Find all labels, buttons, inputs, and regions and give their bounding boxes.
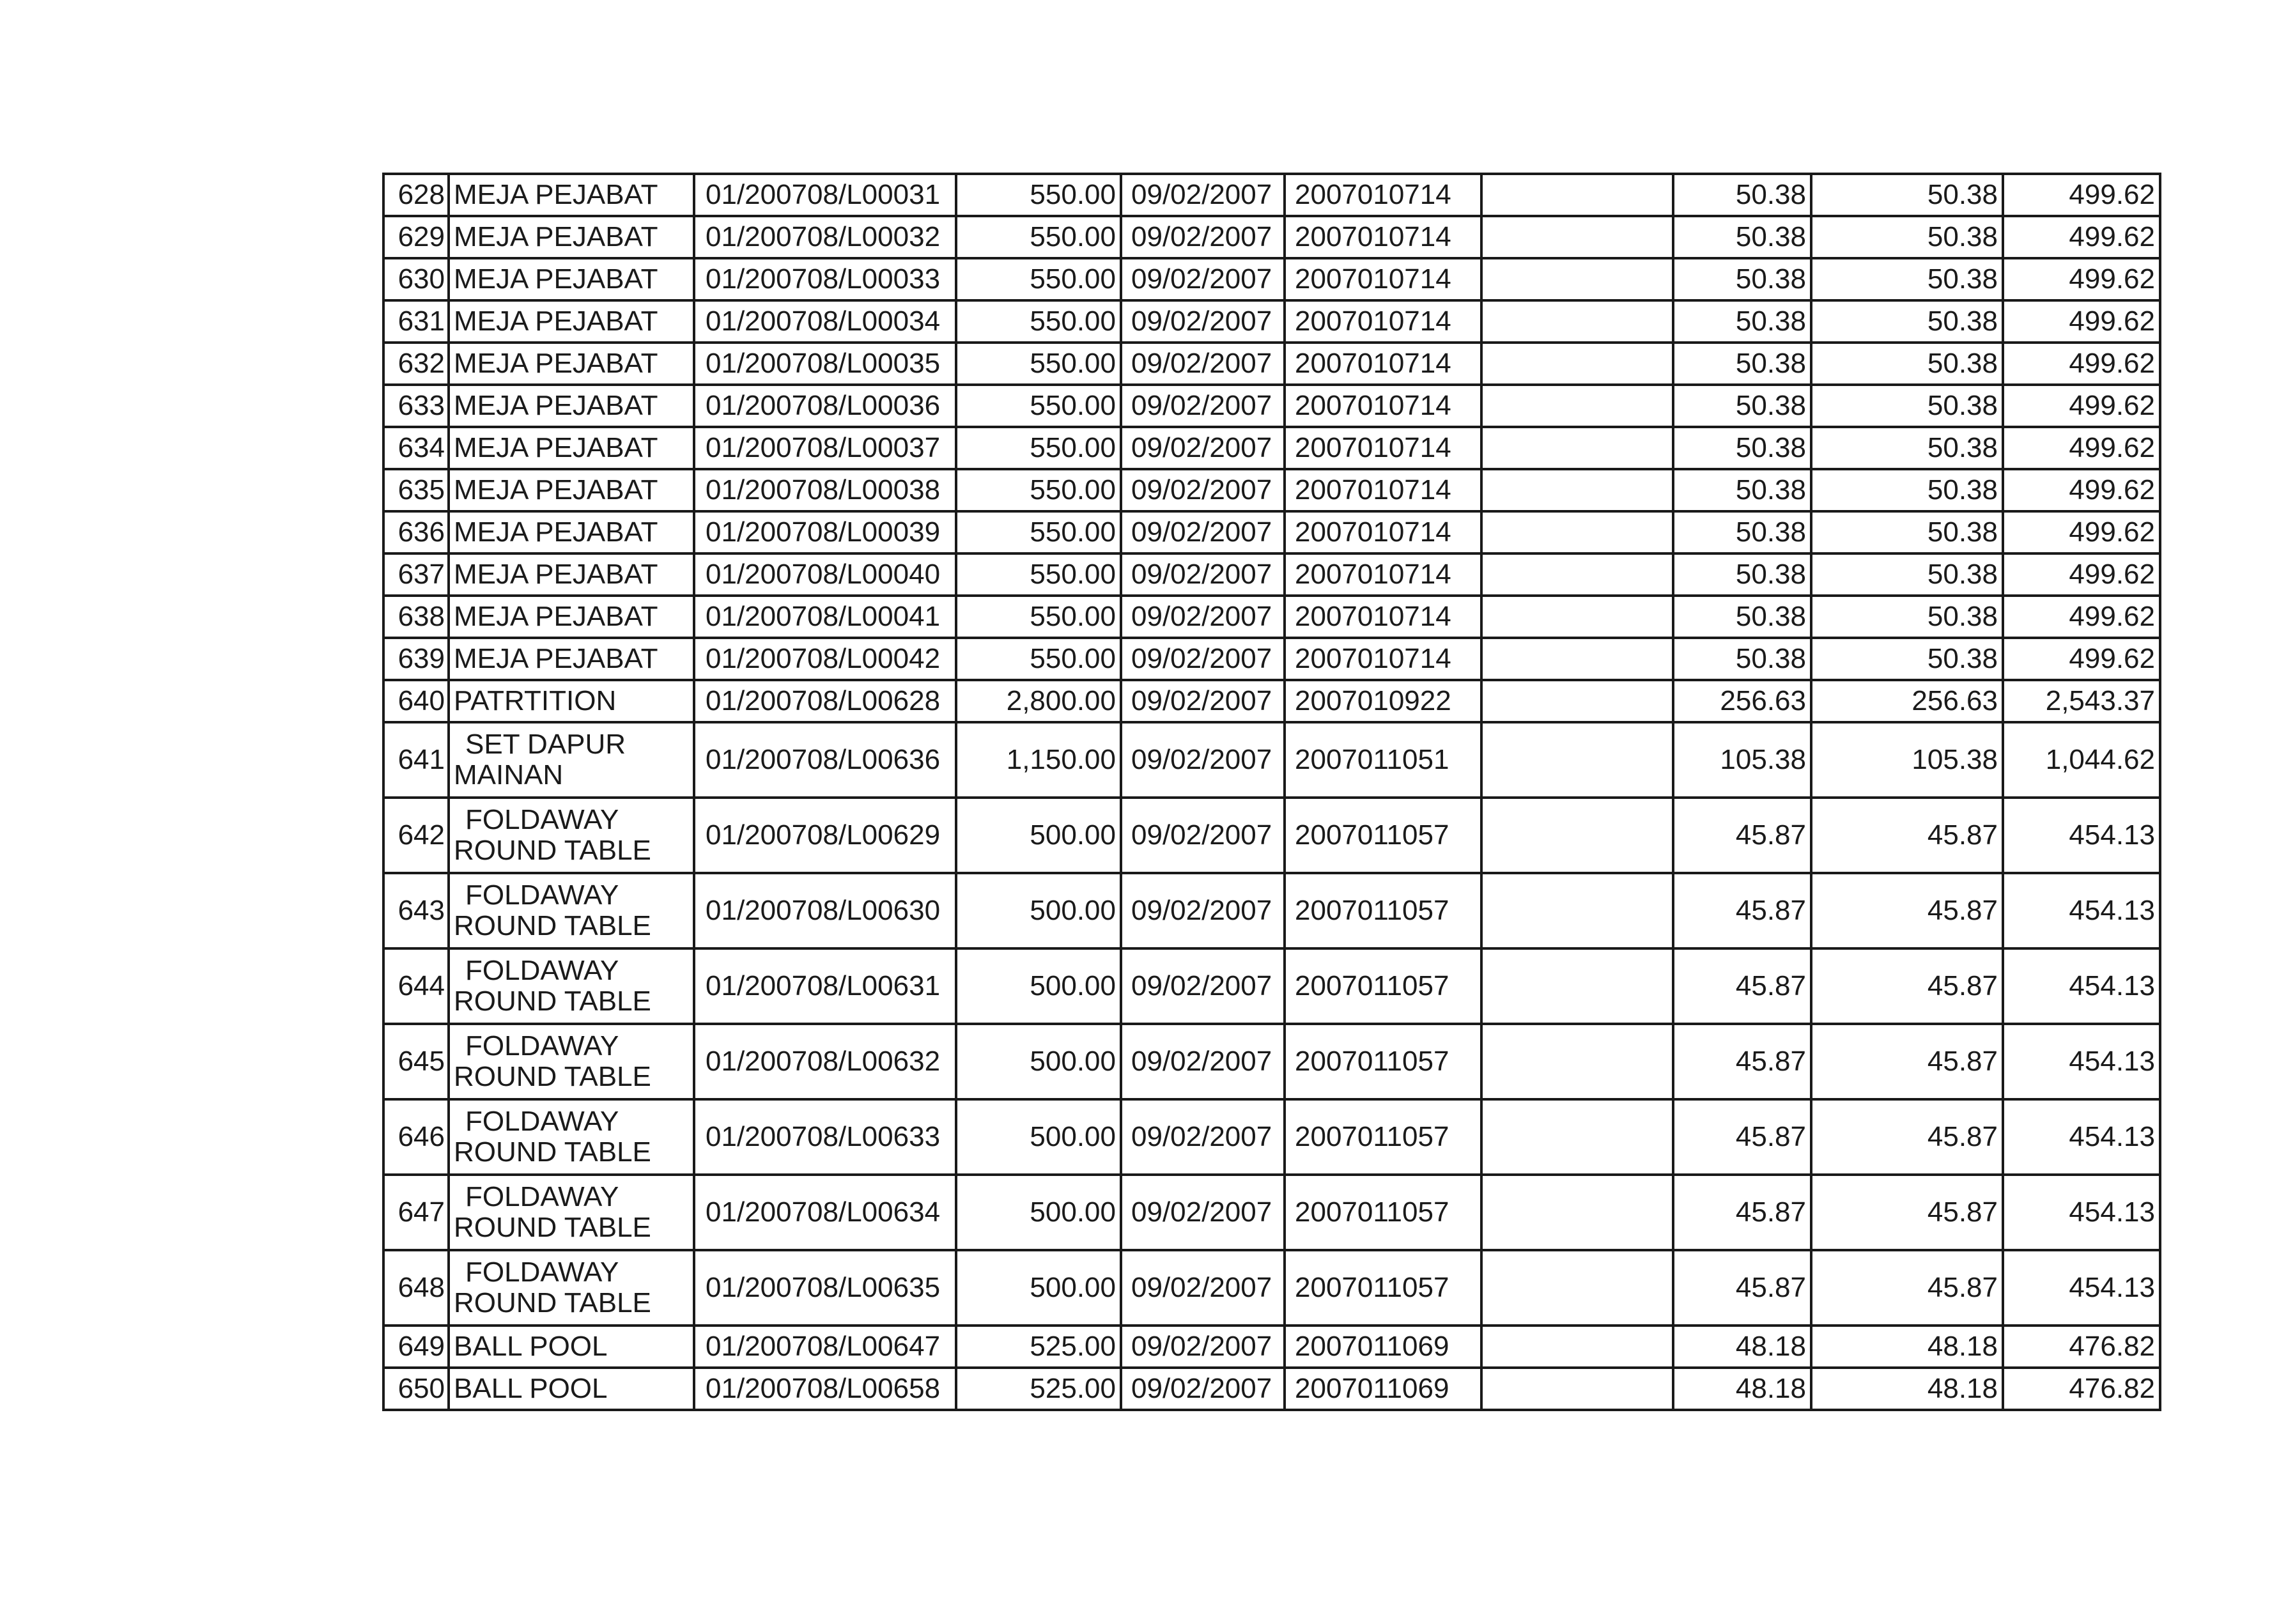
description-line: MEJA PEJABAT [454,474,658,506]
value1-cell: 45.87 [1673,1175,1811,1250]
code-cell: 2007011057 [1285,1099,1481,1175]
item-number-cell: 650 [383,1368,449,1410]
table-row [383,174,2160,216]
amount-cell: 550.00 [956,343,1121,385]
table-row [383,1099,2160,1175]
reference-cell: 01/200708/L00032 [694,216,956,258]
code-cell: 2007011057 [1285,1175,1481,1250]
value1-cell: 50.38 [1673,174,1811,216]
value1-cell: 50.38 [1673,553,1811,596]
item-number-cell: 648 [383,1250,449,1326]
date-cell: 09/02/2007 [1121,427,1285,469]
item-number-cell: 642 [383,798,449,873]
reference-cell: 01/200708/L00631 [694,948,956,1024]
value2-cell: 50.38 [1811,469,2003,511]
table-row [383,216,2160,258]
value1-cell: 45.87 [1673,1024,1811,1099]
date-cell: 09/02/2007 [1121,1250,1285,1326]
value3-cell: 499.62 [2003,216,2160,258]
description-line: BALL POOL [454,1330,608,1362]
date-cell: 09/02/2007 [1121,343,1285,385]
value3-cell: 454.13 [2003,1250,2160,1326]
value2-cell: 105.38 [1811,722,2003,798]
item-number-cell: 636 [383,511,449,553]
description-line: MEJA PEJABAT [454,516,658,548]
value2-cell: 48.18 [1811,1326,2003,1368]
blank-cell [1481,174,1673,216]
date-cell: 09/02/2007 [1121,511,1285,553]
table-body [383,174,2160,1410]
value2-cell: 50.38 [1811,216,2003,258]
date-cell: 09/02/2007 [1121,680,1285,722]
code-cell: 2007010714 [1285,300,1481,343]
code-cell: 2007010714 [1285,511,1481,553]
description-line: FOLDAWAY [465,879,619,911]
value1-cell: 105.38 [1673,722,1811,798]
value3-cell: 454.13 [2003,1024,2160,1099]
item-number-cell: 643 [383,873,449,948]
table-row [383,873,2160,948]
item-number-cell: 639 [383,638,449,680]
value2-cell: 50.38 [1811,300,2003,343]
blank-cell [1481,258,1673,300]
table-row [383,258,2160,300]
table-row [383,553,2160,596]
description-line: MEJA PEJABAT [454,558,658,590]
value3-cell: 499.62 [2003,511,2160,553]
description-line: BALL POOL [454,1372,608,1404]
date-cell: 09/02/2007 [1121,553,1285,596]
blank-cell [1481,873,1673,948]
date-cell: 09/02/2007 [1121,174,1285,216]
description-line: ROUND TABLE [454,1136,651,1168]
value1-cell: 48.18 [1673,1368,1811,1410]
table-row [383,469,2160,511]
value1-cell: 45.87 [1673,798,1811,873]
reference-cell: 01/200708/L00041 [694,596,956,638]
description-line: ROUND TABLE [454,910,651,941]
value1-cell: 50.38 [1673,385,1811,427]
item-number-cell: 640 [383,680,449,722]
value2-cell: 256.63 [1811,680,2003,722]
code-cell: 2007011051 [1285,722,1481,798]
amount-cell: 500.00 [956,1024,1121,1099]
description-cell [449,553,694,596]
code-cell: 2007010922 [1285,680,1481,722]
value1-cell: 50.38 [1673,638,1811,680]
blank-cell [1481,596,1673,638]
value2-cell: 45.87 [1811,1250,2003,1326]
table-row [383,511,2160,553]
amount-cell: 550.00 [956,174,1121,216]
code-cell: 2007010714 [1285,469,1481,511]
amount-cell: 550.00 [956,469,1121,511]
item-number-cell: 634 [383,427,449,469]
table-row [383,300,2160,343]
value1-cell: 50.38 [1673,469,1811,511]
description-cell [449,511,694,553]
value3-cell: 454.13 [2003,1175,2160,1250]
asset-table [382,173,2161,1411]
date-cell: 09/02/2007 [1121,469,1285,511]
table-row [383,722,2160,798]
value2-cell: 45.87 [1811,1175,2003,1250]
code-cell: 2007011057 [1285,873,1481,948]
description-line: SET DAPUR [465,728,626,760]
value2-cell: 45.87 [1811,948,2003,1024]
amount-cell: 2,800.00 [956,680,1121,722]
date-cell: 09/02/2007 [1121,722,1285,798]
amount-cell: 550.00 [956,300,1121,343]
date-cell: 09/02/2007 [1121,1326,1285,1368]
date-cell: 09/02/2007 [1121,1175,1285,1250]
blank-cell [1481,216,1673,258]
table-row [383,1250,2160,1326]
blank-cell [1481,638,1673,680]
value3-cell: 499.62 [2003,638,2160,680]
reference-cell: 01/200708/L00630 [694,873,956,948]
value2-cell: 45.87 [1811,798,2003,873]
table-row [383,948,2160,1024]
code-cell: 2007010714 [1285,174,1481,216]
value3-cell: 499.62 [2003,469,2160,511]
date-cell: 09/02/2007 [1121,1024,1285,1099]
amount-cell: 550.00 [956,553,1121,596]
description-line: MEJA PEJABAT [454,642,658,674]
code-cell: 2007011057 [1285,1250,1481,1326]
description-cell [449,1175,694,1250]
blank-cell [1481,1368,1673,1410]
item-number-cell: 632 [383,343,449,385]
description-cell [449,174,694,216]
amount-cell: 550.00 [956,427,1121,469]
value3-cell: 454.13 [2003,798,2160,873]
item-number-cell: 628 [383,174,449,216]
description-cell [449,300,694,343]
table-row [383,1024,2160,1099]
table-row [383,1326,2160,1368]
value1-cell: 48.18 [1673,1326,1811,1368]
description-line: FOLDAWAY [465,1105,619,1137]
amount-cell: 525.00 [956,1326,1121,1368]
description-line: MEJA PEJABAT [454,600,658,632]
description-cell [449,722,694,798]
value3-cell: 2,543.37 [2003,680,2160,722]
value3-cell: 1,044.62 [2003,722,2160,798]
reference-cell: 01/200708/L00034 [694,300,956,343]
value1-cell: 45.87 [1673,873,1811,948]
item-number-cell: 645 [383,1024,449,1099]
value2-cell: 50.38 [1811,638,2003,680]
table-row [383,596,2160,638]
description-line: ROUND TABLE [454,1212,651,1243]
description-cell [449,216,694,258]
description-cell [449,1024,694,1099]
item-number-cell: 633 [383,385,449,427]
reference-cell: 01/200708/L00632 [694,1024,956,1099]
item-number-cell: 638 [383,596,449,638]
date-cell: 09/02/2007 [1121,300,1285,343]
reference-cell: 01/200708/L00628 [694,680,956,722]
value2-cell: 50.38 [1811,596,2003,638]
value2-cell: 50.38 [1811,174,2003,216]
reference-cell: 01/200708/L00635 [694,1250,956,1326]
amount-cell: 500.00 [956,798,1121,873]
blank-cell [1481,300,1673,343]
reference-cell: 01/200708/L00036 [694,385,956,427]
reference-cell: 01/200708/L00042 [694,638,956,680]
description-cell [449,258,694,300]
description-cell [449,469,694,511]
value1-cell: 50.38 [1673,300,1811,343]
date-cell: 09/02/2007 [1121,596,1285,638]
blank-cell [1481,1175,1673,1250]
amount-cell: 550.00 [956,638,1121,680]
value3-cell: 454.13 [2003,1099,2160,1175]
code-cell: 2007011057 [1285,798,1481,873]
table-row [383,1368,2160,1410]
code-cell: 2007010714 [1285,216,1481,258]
code-cell: 2007010714 [1285,385,1481,427]
description-line: FOLDAWAY [465,1256,619,1288]
table-row [383,1175,2160,1250]
description-cell [449,873,694,948]
reference-cell: 01/200708/L00647 [694,1326,956,1368]
value3-cell: 499.62 [2003,258,2160,300]
code-cell: 2007011069 [1285,1368,1481,1410]
amount-cell: 1,150.00 [956,722,1121,798]
value3-cell: 454.13 [2003,873,2160,948]
blank-cell [1481,1099,1673,1175]
item-number-cell: 647 [383,1175,449,1250]
value1-cell: 45.87 [1673,948,1811,1024]
reference-cell: 01/200708/L00629 [694,798,956,873]
reference-cell: 01/200708/L00636 [694,722,956,798]
value1-cell: 50.38 [1673,427,1811,469]
value1-cell: 45.87 [1673,1250,1811,1326]
description-cell [449,343,694,385]
amount-cell: 550.00 [956,385,1121,427]
table-row [383,385,2160,427]
description-line: ROUND TABLE [454,1287,651,1319]
value2-cell: 50.38 [1811,427,2003,469]
description-cell [449,1326,694,1368]
value3-cell: 499.62 [2003,300,2160,343]
blank-cell [1481,469,1673,511]
value3-cell: 476.82 [2003,1326,2160,1368]
date-cell: 09/02/2007 [1121,948,1285,1024]
code-cell: 2007010714 [1285,258,1481,300]
date-cell: 09/02/2007 [1121,798,1285,873]
value1-cell: 50.38 [1673,258,1811,300]
code-cell: 2007010714 [1285,343,1481,385]
code-cell: 2007010714 [1285,427,1481,469]
reference-cell: 01/200708/L00633 [694,1099,956,1175]
description-line: FOLDAWAY [465,1180,619,1212]
description-cell [449,385,694,427]
description-line: ROUND TABLE [454,986,651,1017]
description-line: FOLDAWAY [465,1030,619,1062]
amount-cell: 500.00 [956,948,1121,1024]
amount-cell: 550.00 [956,511,1121,553]
reference-cell: 01/200708/L00040 [694,553,956,596]
description-line: ROUND TABLE [454,835,651,866]
description-line: MEJA PEJABAT [454,178,658,210]
date-cell: 09/02/2007 [1121,873,1285,948]
description-line: ROUND TABLE [454,1061,651,1092]
blank-cell [1481,1024,1673,1099]
value2-cell: 45.87 [1811,1024,2003,1099]
date-cell: 09/02/2007 [1121,385,1285,427]
reference-cell: 01/200708/L00038 [694,469,956,511]
description-line: FOLDAWAY [465,954,619,986]
value1-cell: 50.38 [1673,216,1811,258]
blank-cell [1481,343,1673,385]
description-cell [449,427,694,469]
table-row [383,798,2160,873]
blank-cell [1481,948,1673,1024]
amount-cell: 550.00 [956,258,1121,300]
description-line: MAINAN [454,759,564,791]
code-cell: 2007011069 [1285,1326,1481,1368]
description-line: FOLDAWAY [465,803,619,835]
blank-cell [1481,553,1673,596]
value3-cell: 499.62 [2003,596,2160,638]
value3-cell: 499.62 [2003,385,2160,427]
blank-cell [1481,511,1673,553]
code-cell: 2007011057 [1285,1024,1481,1099]
value2-cell: 50.38 [1811,511,2003,553]
date-cell: 09/02/2007 [1121,638,1285,680]
reference-cell: 01/200708/L00039 [694,511,956,553]
code-cell: 2007010714 [1285,553,1481,596]
item-number-cell: 629 [383,216,449,258]
item-number-cell: 641 [383,722,449,798]
value3-cell: 499.62 [2003,174,2160,216]
description-cell [449,1099,694,1175]
value1-cell: 50.38 [1673,511,1811,553]
amount-cell: 500.00 [956,1099,1121,1175]
description-line: MEJA PEJABAT [454,347,658,379]
value1-cell: 45.87 [1673,1099,1811,1175]
blank-cell [1481,1326,1673,1368]
description-cell [449,948,694,1024]
value3-cell: 454.13 [2003,948,2160,1024]
table-row [383,680,2160,722]
code-cell: 2007010714 [1285,596,1481,638]
code-cell: 2007010714 [1285,638,1481,680]
blank-cell [1481,385,1673,427]
code-cell: 2007011057 [1285,948,1481,1024]
description-line: MEJA PEJABAT [454,389,658,421]
value3-cell: 476.82 [2003,1368,2160,1410]
amount-cell: 500.00 [956,873,1121,948]
date-cell: 09/02/2007 [1121,1099,1285,1175]
item-number-cell: 649 [383,1326,449,1368]
value3-cell: 499.62 [2003,343,2160,385]
amount-cell: 550.00 [956,216,1121,258]
item-number-cell: 646 [383,1099,449,1175]
table-row [383,343,2160,385]
item-number-cell: 637 [383,553,449,596]
table-row [383,427,2160,469]
value2-cell: 50.38 [1811,343,2003,385]
amount-cell: 550.00 [956,596,1121,638]
reference-cell: 01/200708/L00037 [694,427,956,469]
value2-cell: 50.38 [1811,553,2003,596]
description-line: PATRTITION [454,684,617,716]
value1-cell: 256.63 [1673,680,1811,722]
item-number-cell: 631 [383,300,449,343]
value2-cell: 45.87 [1811,873,2003,948]
item-number-cell: 644 [383,948,449,1024]
description-cell [449,638,694,680]
description-line: MEJA PEJABAT [454,305,658,337]
value2-cell: 50.38 [1811,385,2003,427]
value1-cell: 50.38 [1673,596,1811,638]
description-cell [449,680,694,722]
blank-cell [1481,1250,1673,1326]
value2-cell: 50.38 [1811,258,2003,300]
amount-cell: 500.00 [956,1175,1121,1250]
item-number-cell: 630 [383,258,449,300]
description-line: MEJA PEJABAT [454,431,658,463]
reference-cell: 01/200708/L00033 [694,258,956,300]
description-line: MEJA PEJABAT [454,220,658,252]
blank-cell [1481,427,1673,469]
blank-cell [1481,798,1673,873]
table-row [383,638,2160,680]
description-cell [449,1250,694,1326]
value2-cell: 48.18 [1811,1368,2003,1410]
reference-cell: 01/200708/L00031 [694,174,956,216]
amount-cell: 500.00 [956,1250,1121,1326]
blank-cell [1481,680,1673,722]
amount-cell: 525.00 [956,1368,1121,1410]
date-cell: 09/02/2007 [1121,1368,1285,1410]
value1-cell: 50.38 [1673,343,1811,385]
date-cell: 09/02/2007 [1121,216,1285,258]
value2-cell: 45.87 [1811,1099,2003,1175]
reference-cell: 01/200708/L00658 [694,1368,956,1410]
value3-cell: 499.62 [2003,427,2160,469]
item-number-cell: 635 [383,469,449,511]
reference-cell: 01/200708/L00634 [694,1175,956,1250]
description-cell [449,596,694,638]
description-cell [449,1368,694,1410]
value3-cell: 499.62 [2003,553,2160,596]
blank-cell [1481,722,1673,798]
description-line: MEJA PEJABAT [454,263,658,295]
description-cell [449,798,694,873]
reference-cell: 01/200708/L00035 [694,343,956,385]
date-cell: 09/02/2007 [1121,258,1285,300]
